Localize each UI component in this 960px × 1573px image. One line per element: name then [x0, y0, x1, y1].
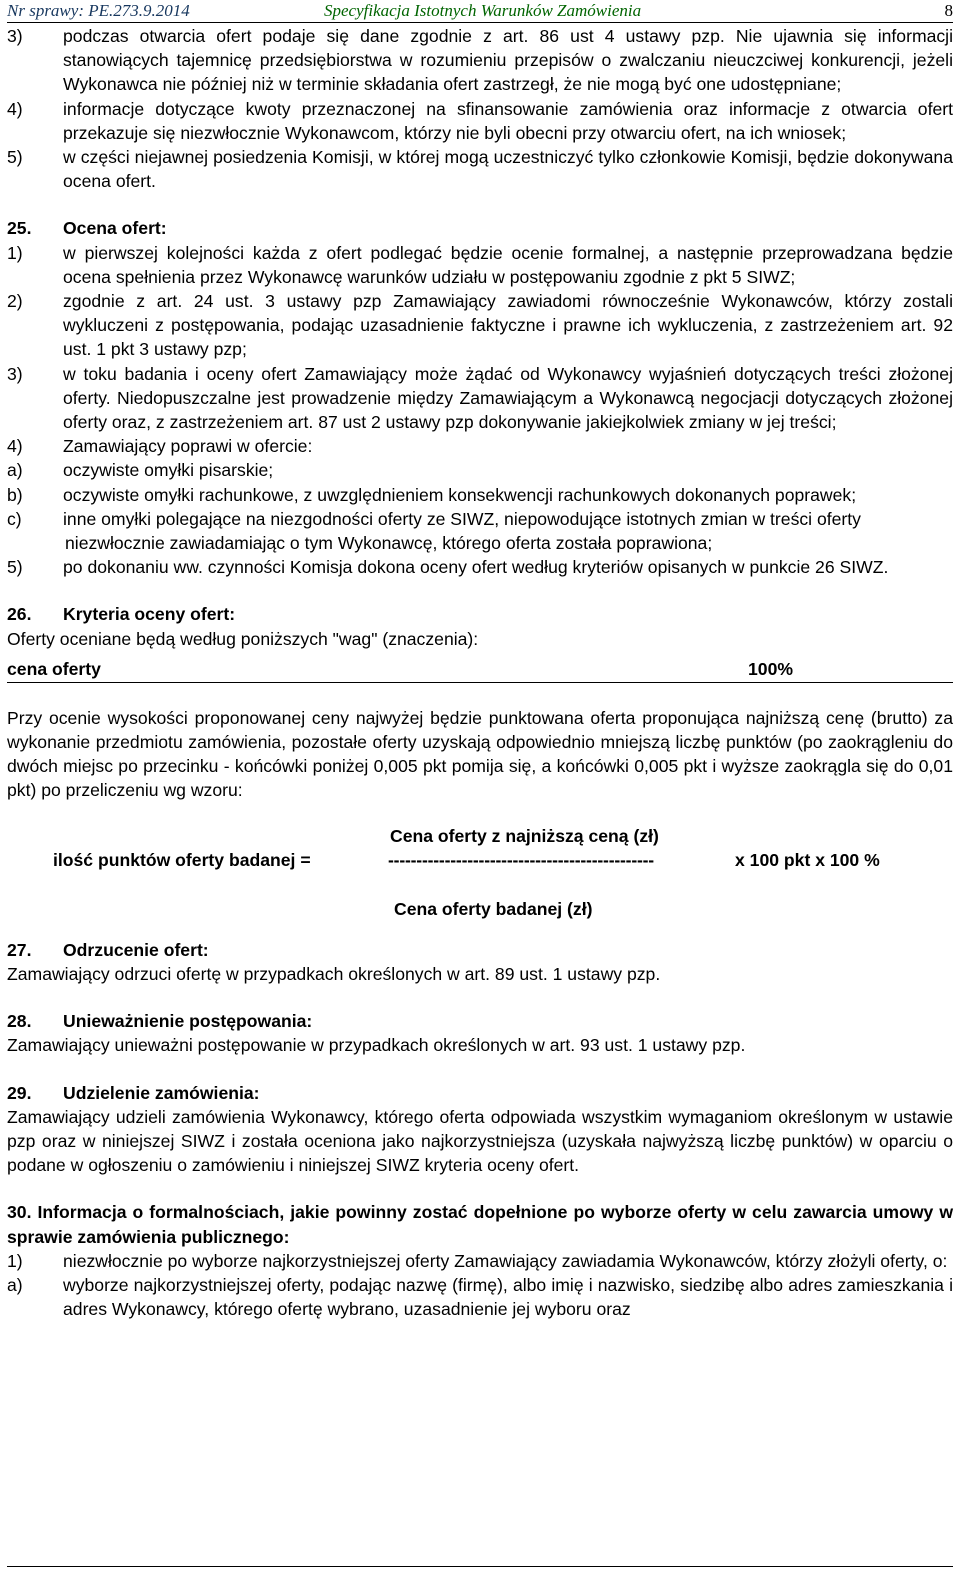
section-text: Zamawiający odrzuci ofertę w przypadkach określonych w art. 89 ust. 1 ustawy pzp.	[7, 963, 661, 984]
item-number: a)	[7, 1274, 23, 1295]
criterion-weight: 100%	[748, 658, 793, 679]
section-text: Zamawiający unieważni postępowanie w przypadkach określonych w art. 93 ust. 1 ustawy pzp.	[7, 1035, 746, 1056]
page-number: 8	[944, 1, 953, 20]
item-number: b)	[7, 484, 23, 505]
list-item	[7, 362, 953, 435]
list-item	[7, 434, 953, 458]
section-number: 26.	[7, 604, 32, 625]
item-number: 1)	[7, 242, 23, 263]
item-text: podczas otwarcia ofert podaje się dane zgodnie z art. 86 ust 4 ustawy pzp. Nie ujawnia się informacji stanowiących tajemnicę przedsiębiorstwa w rozumieniu przepisów o zwalczaniu nieuczciwej konkurencji, jeżeli Wykonawca nie później niż w terminie składania ofert zastrzegł, że nie mogą być one udostępniane;	[63, 26, 953, 95]
item-text: po dokonaniu ww. czynności Komisja dokona oceny ofert według kryteriów opisanych w punkcie 26 SIWZ.	[63, 557, 889, 578]
item-number: a)	[7, 460, 23, 481]
criterion-name: cena oferty	[7, 658, 101, 679]
section-number: 27.	[7, 939, 32, 960]
item-text: wyborze najkorzystniejszej oferty, podając nazwę (firmę), albo imię i nazwisko, siedzibę albo adres zamieszkania i adres Wykonawcy, którego ofertę wybrano, uzasadnienie jej wyboru oraz	[63, 1274, 953, 1320]
item-number: c)	[7, 508, 22, 529]
item-text: w pierwszej kolejności każda z ofert podlegać będzie ocenie formalnej, a następnie przeprowadzana będzie ocena spełnienia przez Wykonawcę warunków udziału w postępowaniu zgodnie z pkt 5 SIWZ;	[63, 242, 953, 287]
page-content	[7, 24, 953, 1321]
item-text: oczywiste omyłki pisarskie;	[63, 460, 274, 481]
item-number: 4)	[7, 436, 23, 457]
item-number: 3)	[7, 26, 23, 46]
item-number: 2)	[7, 291, 23, 312]
section-heading-25	[7, 216, 953, 240]
section-title: Kryteria oceny ofert:	[63, 604, 236, 625]
page-bottom-rule	[7, 1566, 953, 1567]
formula-multiplier: x 100 pkt x 100 %	[735, 849, 880, 870]
item-text: oczywiste omyłki rachunkowe, z uwzględnieniem konsekwencji rachunkowych dokonanych poprawek;	[63, 484, 857, 505]
section-title: Informacja o formalnościach, jakie powinny zostać dopełnione po wyborze oferty w celu zawarcia umowy w sprawie zamówienia publicznego:	[7, 1202, 954, 1247]
section-number: 29.	[7, 1082, 32, 1103]
section-heading-26	[7, 602, 953, 626]
section-number: 30.	[7, 1202, 32, 1223]
section-heading-28	[7, 1009, 953, 1033]
formula-left-side: ilość punktów oferty badanej =	[53, 849, 311, 870]
item-text: Zamawiający poprawi w ofercie:	[63, 436, 313, 457]
item-number: 4)	[7, 98, 23, 119]
list-item	[7, 555, 953, 579]
section-title: Ocena ofert:	[63, 218, 167, 239]
item-text: zgodnie z art. 24 ust. 3 ustawy pzp Zamawiający zawiadomi równocześnie Wykonawców, którzy zostali wykluczeni z postępowania, podając uzasadnienie faktyczne i prawne ich wykluczenia, z zastrzeżeniem art. 92 ust. 1 pkt 3 ustawy pzp;	[63, 291, 953, 360]
criteria-intro: Oferty oceniane będą według poniższych "wag" (znaczenia):	[7, 628, 479, 649]
section-title: Unieważnienie postępowania:	[63, 1011, 313, 1032]
list-item	[7, 289, 953, 362]
item-text: w toku badania i oceny ofert Zamawiający może żądać od Wykonawcy wyjaśnień dotyczących treści złożonej oferty. Niedopuszczalne jest prowadzenie między Zamawiającym a Wykonawcą negocjacji dotyczących złożonej oferty oraz, z zastrzeżeniem art. 87 ust 2 ustawy pzp dokonywanie jakiejkolwiek zmiany w jej treści;	[63, 363, 953, 433]
case-number: Nr sprawy: PE.273.9.2014	[7, 1, 190, 20]
section-heading-27	[7, 938, 953, 962]
list-item	[7, 24, 953, 97]
section-heading-30	[7, 1200, 953, 1248]
document-title: Specyfikacja Istotnych Warunków Zamówienia	[324, 1, 642, 20]
list-item	[7, 97, 953, 145]
formula-fraction-line: -----------------------------------------------	[388, 849, 654, 870]
section-heading-29	[7, 1081, 953, 1105]
item-text: niezwłocznie po wyborze najkorzystniejszej oferty Zamawiający zawiadamia Wykonawców, którzy złożyli oferty, o:	[63, 1250, 948, 1271]
criteria-table-row	[7, 657, 953, 683]
item-number: 5)	[7, 557, 23, 578]
list-item	[7, 241, 953, 289]
item-text: inne omyłki polegające na niezgodności oferty ze SIWZ, niepowodujące istotnych zmian w treści oferty	[63, 508, 861, 529]
section-title: Odrzucenie ofert:	[63, 939, 209, 960]
item-text: w części niejawnej posiedzenia Komisji, w której mogą uczestniczyć tylko członkowie Komisji, będzie dokonywana ocena ofert.	[63, 147, 953, 192]
notify-line: niezwłocznie zawiadamiając o tym Wykonawcę, którego oferta została poprawiona;	[65, 533, 713, 554]
page-header	[7, 0, 953, 23]
section-number: 25.	[7, 218, 32, 239]
scoring-formula	[7, 824, 953, 924]
item-number: 3)	[7, 363, 23, 384]
item-number: 1)	[7, 1250, 23, 1271]
list-item	[7, 1273, 953, 1321]
list-item	[7, 483, 953, 507]
price-scoring-description: Przy ocenie wysokości proponowanej ceny najwyżej będzie punktowana oferta proponująca najniższą cenę (brutto) za wykonanie przedmiotu zamówienia, pozostałe oferty uzyskają odpowiednio mniejszą liczbę punktów (po zaokrągleniu do dwóch miejsc po przecinku - końcówki poniżej 0,005 pkt pomija się, a końcówki 0,005 pkt i wyższe zaokrągla się do 0,01 pkt) po przeliczeniu wg wzoru:	[7, 707, 953, 801]
list-item	[7, 1249, 953, 1273]
list-item	[7, 507, 953, 531]
section-text: Zamawiający udzieli zamówienia Wykonawcy, którego oferta odpowiada wszystkim wymaganiom określonym w ustawie pzp oraz w niniejszej SIWZ i została oceniona jako najkorzystniejsza (uzyskała najwyższą liczbę punktów) w oparciu o podane w ogłoszeniu o zamówieniu i niniejszej SIWZ kryteria oceny ofert.	[7, 1106, 953, 1176]
formula-numerator: Cena oferty z najniższą ceną (zł)	[390, 825, 659, 846]
formula-denominator: Cena oferty badanej (zł)	[394, 898, 593, 919]
item-number: 5)	[7, 147, 23, 168]
list-item	[7, 145, 953, 193]
section-title: Udzielenie zamówienia:	[63, 1082, 260, 1103]
item-text: informacje dotyczące kwoty przeznaczonej na sfinansowanie zamówienia oraz informacje z otwarcia ofert przekazuje się niezwłocznie Wykonawcom, którzy nie byli obecni przy otwarciu ofert, na ich wniosek;	[63, 98, 953, 143]
section-number: 28.	[7, 1011, 32, 1032]
list-item	[7, 458, 953, 482]
